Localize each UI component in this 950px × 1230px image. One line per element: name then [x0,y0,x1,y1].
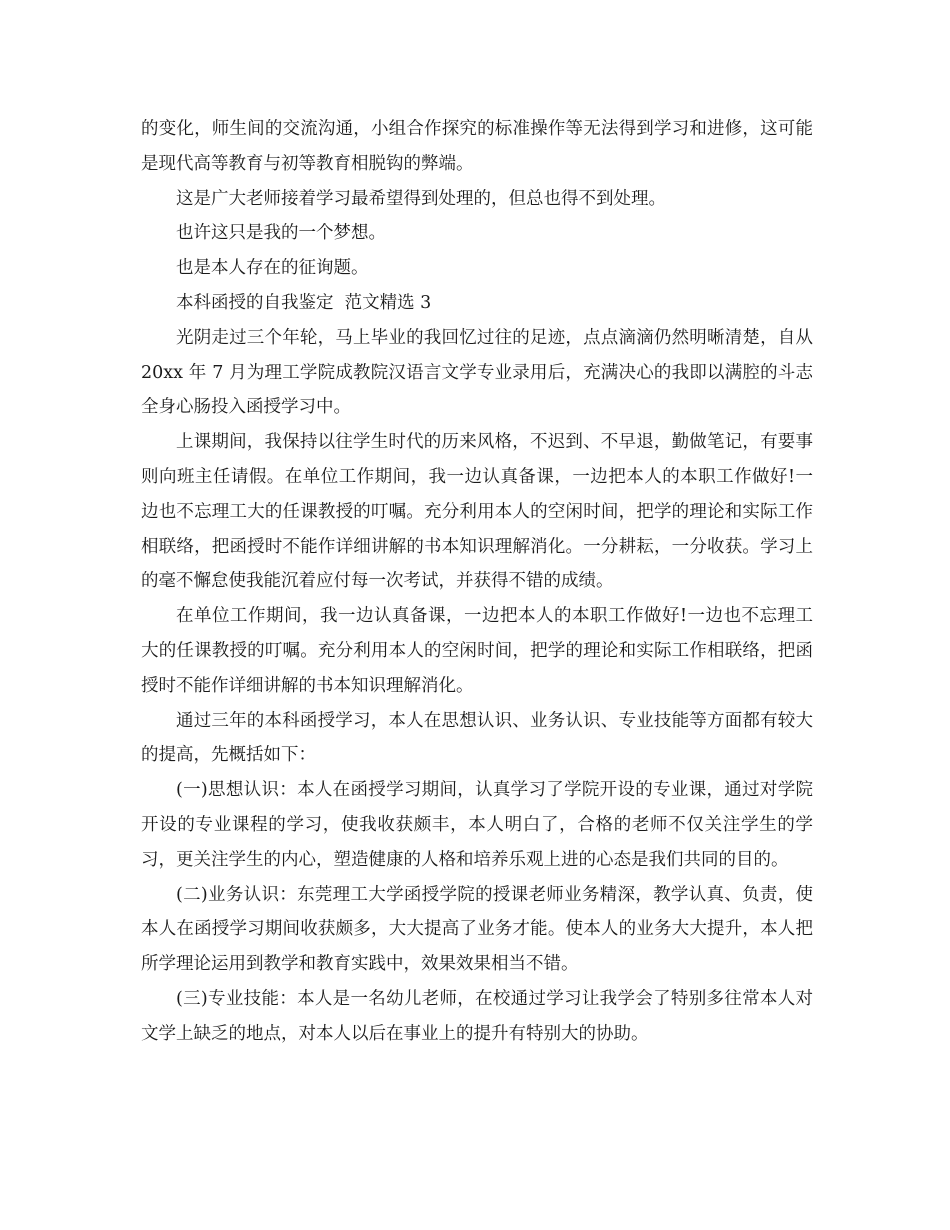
paragraph: 光阴走过三个年轮，马上毕业的我回忆过往的足迹，点点滴滴仍然明晰清楚，自从 20xx 年 7 月为理工学院成教院汉语言文学专业录用后，充满决心的我即以满腔的斗志全身心肠投入函授学习中。 [141,327,813,418]
document-body [141,112,813,1052]
paragraph-continuation: 的变化，师生间的交流沟通，小组合作探究的标准操作等无法得到学习和进修，这可能是现代高等教育与初等教育相脱钩的弊端。 [141,119,813,174]
paragraph-thought: (一)思想认识：本人在函授学习期间，认真学习了学院开设的专业课，通过对学院开设的专业课程的学习，使我收获颇丰，本人明白了，合格的老师不仅关注学生的学习，更关注学生的内心，塑造健康的人格和培养乐观上进的心态是我们共同的目的。 [141,780,813,870]
paragraph: 在单位工作期间，我一边认真备课，一边把本人的本职工作做好!一边也不忘理工大的任课教授的叮嘱。充分利用本人的空闲时间，把学的理论和实际工作相联络，把函授时不能作详细讲解的书本知识理解消化。 [141,606,813,696]
paragraph: 这是广大老师接着学习最希望得到处理的，但总也得不到处理。 [176,188,666,209]
paragraph: 也许这只是我的一个梦想。 [176,223,386,244]
paragraph-skills: (三)专业技能：本人是一名幼儿老师，在校通过学习让我学会了特别多往常本人对文学上缺乏的地点，对本人以后在事业上的提升有特别大的协助。 [141,988,813,1044]
section-heading: 本科函授的自我鉴定 范文精选 3 [176,292,432,313]
paragraph-business: (二)业务认识：东莞理工大学函授学院的授课老师业务精深，教学认真、负责，使本人在函授学习期间收获颇多，大大提高了业务才能。使本人的业务大大提升，本人把所学理论运用到教学和教育实践中，效果效果相当不错。 [141,884,813,975]
paragraph: 通过三年的本科函授学习，本人在思想认识、业务认识、专业技能等方面都有较大的提高，先概括如下： [141,710,813,766]
paragraph: 上课期间，我保持以往学生时代的历来风格，不迟到、不早退，勤做笔记，有要事则向班主任请假。在单位工作期间，我一边认真备课，一边把本人的本职工作做好!一边也不忘理工大的任课教授的叮嘱。充分利用本人的空闲时间，把学的理论和实际工作相联络，把函授时不能作详细讲解的书本知识理解消化。一分耕耘，一分收获。学习上的毫不懈怠使我能沉着应付每一次考试，并获得不错的成绩。 [141,432,813,592]
paragraph: 也是本人存在的征询题。 [176,258,369,279]
